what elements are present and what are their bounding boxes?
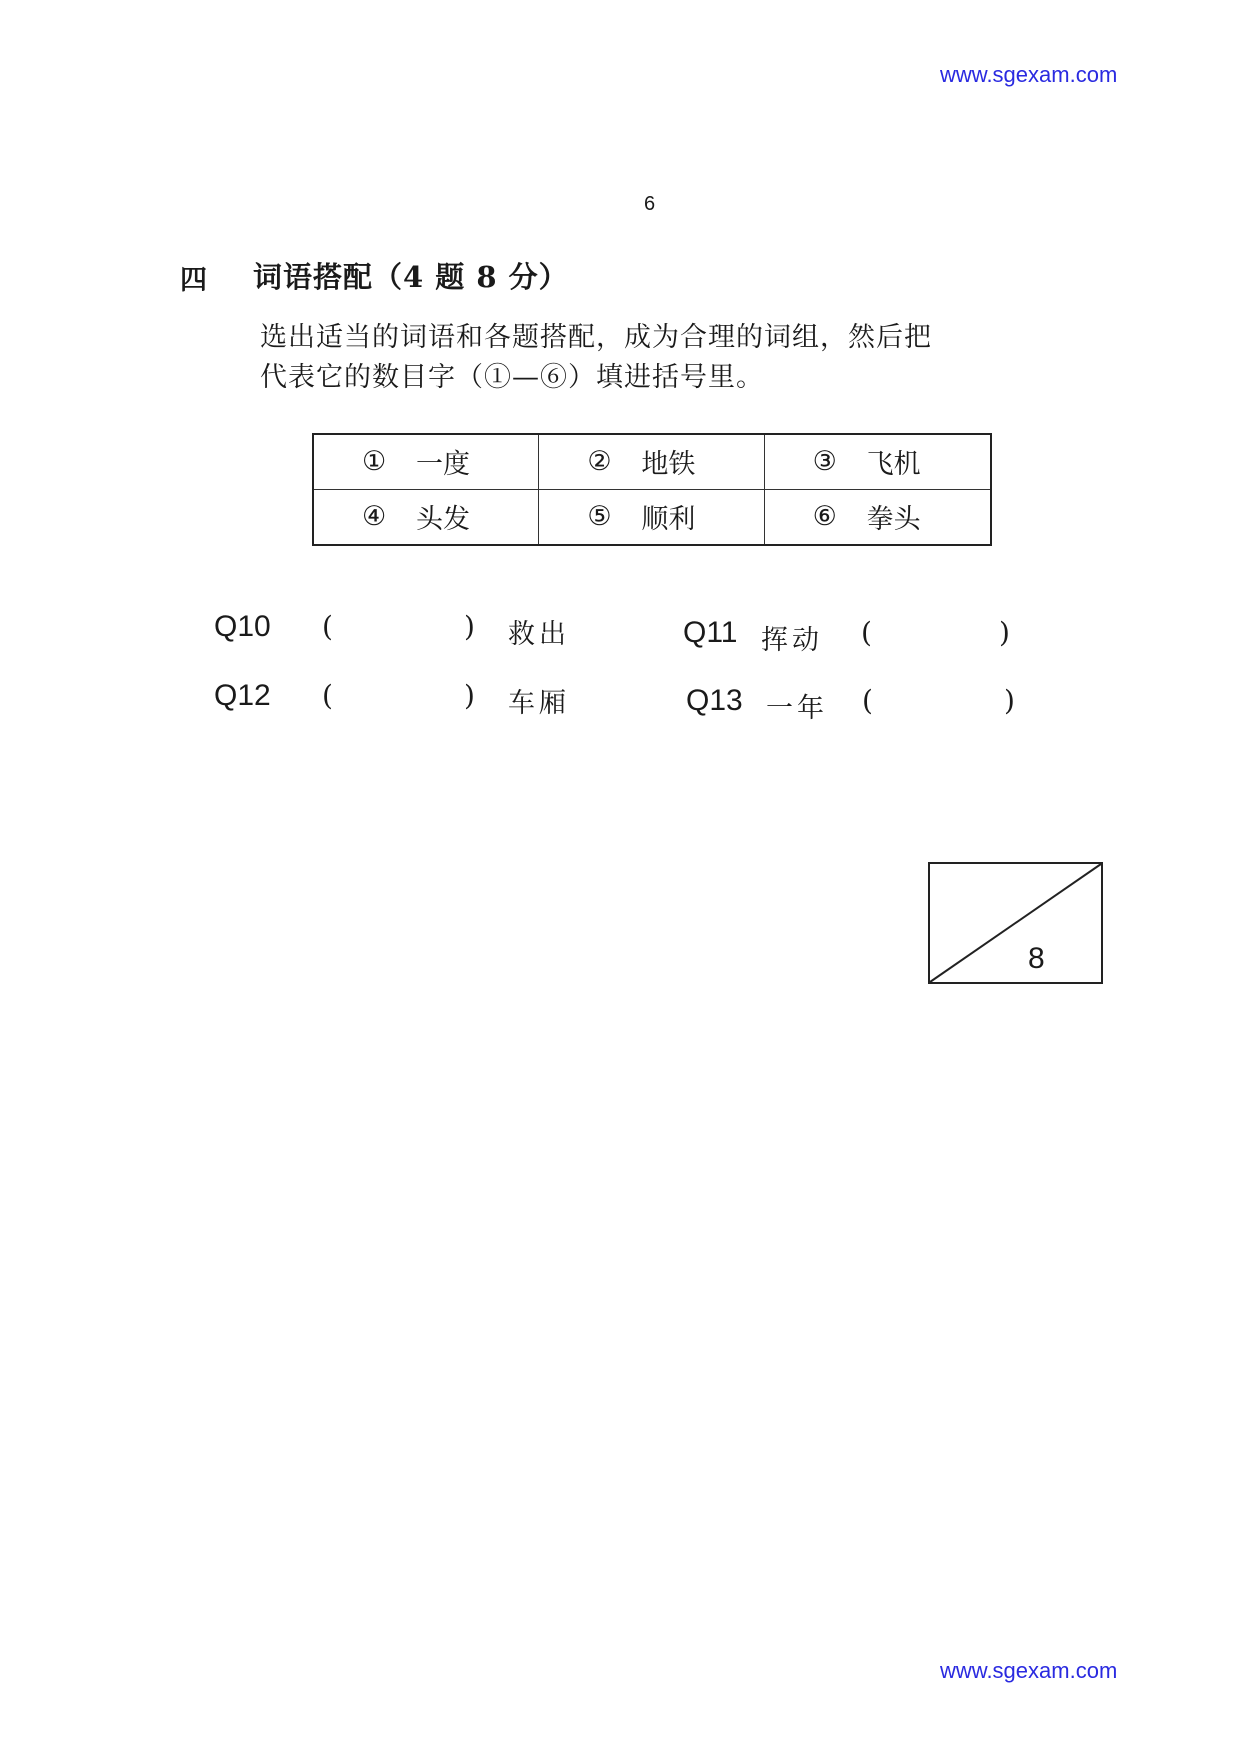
question-id: Q11 bbox=[683, 616, 738, 649]
score-box bbox=[928, 862, 1103, 984]
instruction-line-2: 代表它的数目字（①—⑥）填进括号里。 bbox=[260, 362, 764, 393]
choice-cell bbox=[765, 490, 990, 545]
section-title: 词语搭配（4 题 8 分） bbox=[253, 260, 569, 294]
answer-close-paren: ) bbox=[1004, 684, 1015, 717]
watermark-bottom: www.sgexam.com bbox=[940, 1658, 1118, 1683]
choice-cell bbox=[539, 435, 764, 490]
choice-number: ⑥ bbox=[812, 501, 837, 533]
choice-word: 一度 bbox=[416, 449, 470, 481]
choice-word: 头发 bbox=[416, 504, 470, 536]
choice-number: ④ bbox=[362, 501, 387, 533]
answer-open-paren: ( bbox=[322, 610, 333, 643]
page-number: 6 bbox=[644, 193, 656, 215]
choice-cell bbox=[539, 490, 764, 545]
answer-open-paren: ( bbox=[322, 679, 333, 712]
choice-word: 飞机 bbox=[866, 449, 921, 481]
answer-close-paren: ) bbox=[464, 610, 475, 643]
answer-close-paren: ) bbox=[464, 679, 475, 712]
choice-table bbox=[312, 433, 992, 546]
instruction-line-1: 选出适当的词语和各题搭配，成为合理的词组，然后把 bbox=[260, 322, 932, 353]
choice-cell bbox=[314, 435, 539, 490]
choice-word: 顺利 bbox=[641, 504, 696, 536]
choice-word: 拳头 bbox=[866, 504, 921, 536]
choice-cell bbox=[314, 490, 539, 545]
watermark-top: www.sgexam.com bbox=[940, 62, 1118, 87]
question-id: Q13 bbox=[686, 684, 743, 717]
question-word: 救出 bbox=[508, 619, 570, 650]
answer-close-paren: ) bbox=[999, 616, 1010, 649]
question-id: Q10 bbox=[214, 610, 271, 643]
choice-number: ① bbox=[362, 446, 387, 478]
choice-number: ⑤ bbox=[587, 501, 612, 533]
question-word: 一年 bbox=[766, 693, 828, 724]
choice-number: ② bbox=[587, 446, 612, 478]
choice-cell bbox=[765, 435, 990, 490]
section-number: 四 bbox=[180, 265, 207, 296]
question-word: 挥动 bbox=[761, 625, 823, 656]
score-marks: 8 bbox=[1028, 942, 1045, 975]
answer-open-paren: ( bbox=[862, 684, 873, 717]
choice-word: 地铁 bbox=[641, 449, 696, 481]
question-id: Q12 bbox=[214, 679, 271, 712]
answer-open-paren: ( bbox=[861, 616, 872, 649]
question-word: 车厢 bbox=[508, 688, 570, 719]
score-box-diagonal bbox=[930, 864, 1101, 982]
choice-number: ③ bbox=[812, 446, 837, 478]
